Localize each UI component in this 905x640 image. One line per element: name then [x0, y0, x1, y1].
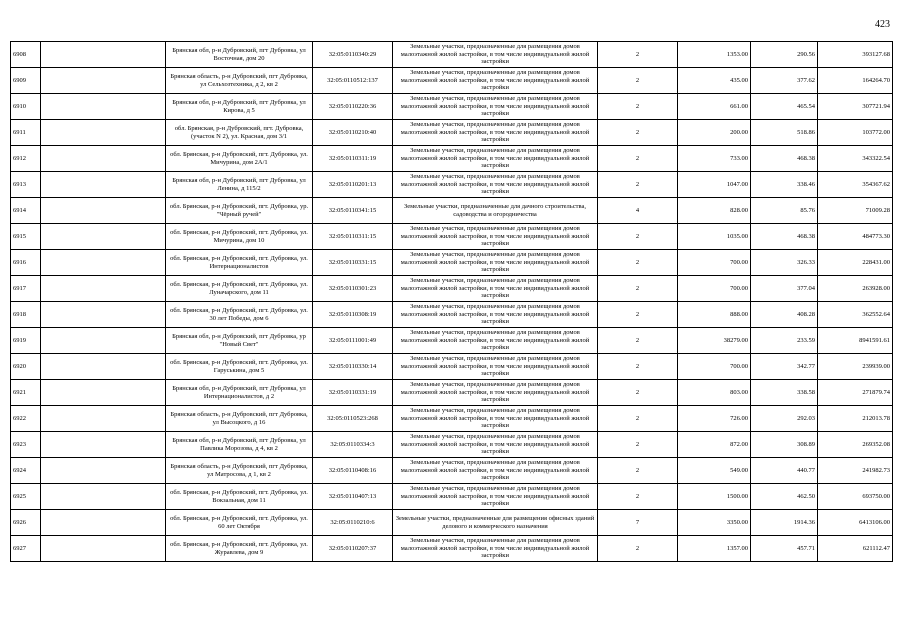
- land-use-cell: Земельные участки, предназначенные для размещения домов малоэтажной жилой застройки, в том числе индивидуальной жилой застройки: [393, 224, 598, 250]
- specific-value-cell: 1914.36: [751, 510, 818, 536]
- cadastral-value-cell: 484773.30: [818, 224, 893, 250]
- cadastral-number-cell: 32:05:0111001:49: [313, 328, 393, 354]
- empty-cell: [41, 328, 166, 354]
- land-use-cell: Земельные участки, предназначенные для размещения домов малоэтажной жилой застройки, в том числе индивидуальной жилой застройки: [393, 250, 598, 276]
- cadastral-value-cell: 362552.64: [818, 302, 893, 328]
- row-number: 6920: [11, 354, 41, 380]
- row-number: 6918: [11, 302, 41, 328]
- category-cell: 2: [598, 458, 678, 484]
- category-cell: 2: [598, 354, 678, 380]
- category-cell: 2: [598, 224, 678, 250]
- cadastral-number-cell: 32:05:0110512:137: [313, 68, 393, 94]
- address-cell: обл. Брянская, р-н Дубровский, пгт. Дубровка, (участок N 2), ул. Красная, дом 3/1: [166, 120, 313, 146]
- address-cell: обл. Брянская, р-н Дубровский, пгт. Дубровка, ул. 30 лет Победы, дом 6: [166, 302, 313, 328]
- area-cell: 435.00: [678, 68, 751, 94]
- cadastral-number-cell: 32:05:0110311:19: [313, 146, 393, 172]
- table-row: [11, 432, 893, 458]
- cadastral-number-cell: 32:05:0110341:15: [313, 198, 393, 224]
- specific-value-cell: 462.50: [751, 484, 818, 510]
- cadastral-value-cell: 8941591.61: [818, 328, 893, 354]
- address-cell: обл. Брянская, р-н Дубровский, пгт. Дубровка, ул. Мичурина, дом 10: [166, 224, 313, 250]
- table-row: [11, 68, 893, 94]
- cadastral-value-cell: 393127.68: [818, 42, 893, 68]
- specific-value-cell: 377.62: [751, 68, 818, 94]
- cadastral-value-cell: 621112.47: [818, 536, 893, 562]
- area-cell: 1357.00: [678, 536, 751, 562]
- land-use-cell: Земельные участки, предназначенные для размещения домов малоэтажной жилой застройки, в том числе индивидуальной жилой застройки: [393, 146, 598, 172]
- address-cell: Брянская область, р-н Дубровский, пгт Дубровка, ул Высоцкого, д 16: [166, 406, 313, 432]
- table-row: [11, 354, 893, 380]
- land-use-cell: Земельные участки, предназначенные для размещения домов малоэтажной жилой застройки, в том числе индивидуальной жилой застройки: [393, 380, 598, 406]
- row-number: 6915: [11, 224, 41, 250]
- row-number: 6910: [11, 94, 41, 120]
- cadastral-number-cell: 32:05:0110334:3: [313, 432, 393, 458]
- address-cell: Брянская область, р-н Дубровский, пгт Дубровка, ул Матросова, д 1, кв 2: [166, 458, 313, 484]
- category-cell: 2: [598, 146, 678, 172]
- cadastral-number-cell: 32:05:0110301:23: [313, 276, 393, 302]
- cadastral-number-cell: 32:05:0110207:37: [313, 536, 393, 562]
- address-cell: обл. Брянская, р-н Дубровский, пгт. Дубровка, ул. Вокзальная, дом 11: [166, 484, 313, 510]
- row-number: 6914: [11, 198, 41, 224]
- specific-value-cell: 338.46: [751, 172, 818, 198]
- area-cell: 661.00: [678, 94, 751, 120]
- cadastral-value-cell: 271879.74: [818, 380, 893, 406]
- cadastral-number-cell: 32:05:0110311:15: [313, 224, 393, 250]
- cadastral-number-cell: 32:05:0110331:19: [313, 380, 393, 406]
- address-cell: обл. Брянская, р-н Дубровский, пгт. Дубровка, ур. "Чёрный ручей": [166, 198, 313, 224]
- specific-value-cell: 440.77: [751, 458, 818, 484]
- area-cell: 200.00: [678, 120, 751, 146]
- table-body: [11, 42, 893, 562]
- table-row: [11, 276, 893, 302]
- table-row: [11, 484, 893, 510]
- specific-value-cell: 308.89: [751, 432, 818, 458]
- category-cell: 2: [598, 328, 678, 354]
- table-row: [11, 510, 893, 536]
- area-cell: 3350.00: [678, 510, 751, 536]
- area-cell: 38279.00: [678, 328, 751, 354]
- specific-value-cell: 85.76: [751, 198, 818, 224]
- category-cell: 2: [598, 276, 678, 302]
- category-cell: 7: [598, 510, 678, 536]
- land-use-cell: Земельные участки, предназначенные для размещения домов малоэтажной жилой застройки, в том числе индивидуальной жилой застройки: [393, 94, 598, 120]
- category-cell: 2: [598, 432, 678, 458]
- empty-cell: [41, 42, 166, 68]
- land-use-cell: Земельные участки, предназначенные для размещения домов малоэтажной жилой застройки, в том числе индивидуальной жилой застройки: [393, 432, 598, 458]
- table-row: [11, 198, 893, 224]
- row-number: 6926: [11, 510, 41, 536]
- cadastral-value-cell: 269352.08: [818, 432, 893, 458]
- specific-value-cell: 465.54: [751, 94, 818, 120]
- row-number: 6912: [11, 146, 41, 172]
- area-cell: 1353.00: [678, 42, 751, 68]
- address-cell: Брянская обл, р-н Дубровский, пгт Дубровка, ул Павлика Морозова, д 4, кв 2: [166, 432, 313, 458]
- table-row: [11, 250, 893, 276]
- cadastral-number-cell: 32:05:0110331:15: [313, 250, 393, 276]
- table-row: [11, 536, 893, 562]
- table-row: [11, 94, 893, 120]
- area-cell: 700.00: [678, 354, 751, 380]
- row-number: 6909: [11, 68, 41, 94]
- specific-value-cell: 326.33: [751, 250, 818, 276]
- area-cell: 726.00: [678, 406, 751, 432]
- cadastral-number-cell: 32:05:0110330:14: [313, 354, 393, 380]
- empty-cell: [41, 198, 166, 224]
- cadastral-value-cell: 263928.00: [818, 276, 893, 302]
- category-cell: 2: [598, 250, 678, 276]
- area-cell: 549.00: [678, 458, 751, 484]
- land-use-cell: Земельные участки, предназначенные для дачного строительства, садоводства и огородничества: [393, 198, 598, 224]
- empty-cell: [41, 380, 166, 406]
- address-cell: Брянская область, р-н Дубровский, пгт Дубровка, ул Сельхозтехника, д 2, кв 2: [166, 68, 313, 94]
- category-cell: 2: [598, 42, 678, 68]
- row-number: 6908: [11, 42, 41, 68]
- cadastral-number-cell: 32:05:0110408:16: [313, 458, 393, 484]
- cadastral-value-cell: 71009.28: [818, 198, 893, 224]
- table-row: [11, 146, 893, 172]
- row-number: 6925: [11, 484, 41, 510]
- land-use-cell: Земельные участки, предназначенные для размещения домов малоэтажной жилой застройки, в том числе индивидуальной жилой застройки: [393, 120, 598, 146]
- area-cell: 888.00: [678, 302, 751, 328]
- row-number: 6921: [11, 380, 41, 406]
- row-number: 6916: [11, 250, 41, 276]
- empty-cell: [41, 432, 166, 458]
- row-number: 6911: [11, 120, 41, 146]
- row-number: 6923: [11, 432, 41, 458]
- empty-cell: [41, 484, 166, 510]
- cadastral-value-cell: 6413106.00: [818, 510, 893, 536]
- cadastral-number-cell: 32:05:0110308:19: [313, 302, 393, 328]
- land-use-cell: Земельные участки, предназначенные для размещения домов малоэтажной жилой застройки, в том числе индивидуальной жилой застройки: [393, 406, 598, 432]
- row-number: 6927: [11, 536, 41, 562]
- area-cell: 1035.00: [678, 224, 751, 250]
- empty-cell: [41, 120, 166, 146]
- page-number: 423: [875, 19, 890, 30]
- specific-value-cell: 468.38: [751, 146, 818, 172]
- empty-cell: [41, 172, 166, 198]
- cadastral-value-cell: 343322.54: [818, 146, 893, 172]
- empty-cell: [41, 224, 166, 250]
- empty-cell: [41, 354, 166, 380]
- land-use-cell: Земельные участки, предназначенные для размещения домов малоэтажной жилой застройки, в том числе индивидуальной жилой застройки: [393, 536, 598, 562]
- address-cell: Брянская обл, р-н Дубровский, пгт Дубровка, ул Восточная, дом 20: [166, 42, 313, 68]
- table-row: [11, 380, 893, 406]
- area-cell: 700.00: [678, 250, 751, 276]
- category-cell: 2: [598, 536, 678, 562]
- empty-cell: [41, 536, 166, 562]
- cadastral-value-cell: 307721.94: [818, 94, 893, 120]
- land-use-cell: Земельные участки, предназначенные для размещения домов малоэтажной жилой застройки, в том числе индивидуальной жилой застройки: [393, 276, 598, 302]
- area-cell: 872.00: [678, 432, 751, 458]
- area-cell: 1047.00: [678, 172, 751, 198]
- address-cell: обл. Брянская, р-н Дубровский, пгт. Дубровка, ул. Луначарского, дом 11: [166, 276, 313, 302]
- category-cell: 2: [598, 172, 678, 198]
- specific-value-cell: 468.38: [751, 224, 818, 250]
- land-use-cell: Земельные участки, предназначенные для размещения домов малоэтажной жилой застройки, в том числе индивидуальной жилой застройки: [393, 458, 598, 484]
- area-cell: 803.00: [678, 380, 751, 406]
- cadastral-number-cell: 32:05:0110523:268: [313, 406, 393, 432]
- land-use-cell: Земельные участки, предназначенные для размещения домов малоэтажной жилой застройки, в том числе индивидуальной жилой застройки: [393, 354, 598, 380]
- address-cell: Брянская обл, р-н Дубровский, пгт Дубровка, ул Интернационалистов, д 2: [166, 380, 313, 406]
- land-use-cell: Земельные участки, предназначенные для размещения домов малоэтажной жилой застройки, в том числе индивидуальной жилой застройки: [393, 484, 598, 510]
- table-row: [11, 328, 893, 354]
- cadastral-number-cell: 32:05:0110201:13: [313, 172, 393, 198]
- cadastral-value-cell: 164264.70: [818, 68, 893, 94]
- area-cell: 828.00: [678, 198, 751, 224]
- cadastral-number-cell: 32:05:0110340:29: [313, 42, 393, 68]
- table-row: [11, 42, 893, 68]
- category-cell: 2: [598, 406, 678, 432]
- table-row: [11, 406, 893, 432]
- address-cell: обл. Брянская, р-н Дубровский, пгт. Дубровка, ул. Гаруськина, дом 5: [166, 354, 313, 380]
- empty-cell: [41, 94, 166, 120]
- category-cell: 2: [598, 302, 678, 328]
- table-row: [11, 120, 893, 146]
- cadastral-value-cell: 228431.00: [818, 250, 893, 276]
- table-row: [11, 302, 893, 328]
- category-cell: 2: [598, 68, 678, 94]
- row-number: 6922: [11, 406, 41, 432]
- specific-value-cell: 408.28: [751, 302, 818, 328]
- empty-cell: [41, 146, 166, 172]
- specific-value-cell: 457.71: [751, 536, 818, 562]
- address-cell: Брянская обл, р-н Дубровский, пгт Дубровка, ул Кирова, д 5: [166, 94, 313, 120]
- row-number: 6913: [11, 172, 41, 198]
- area-cell: 700.00: [678, 276, 751, 302]
- specific-value-cell: 377.04: [751, 276, 818, 302]
- table-row: [11, 172, 893, 198]
- category-cell: 2: [598, 380, 678, 406]
- address-cell: обл. Брянская, р-н Дубровский, пгт. Дубровка, ул. Журавлева, дом 9: [166, 536, 313, 562]
- specific-value-cell: 290.56: [751, 42, 818, 68]
- specific-value-cell: 233.59: [751, 328, 818, 354]
- category-cell: 2: [598, 484, 678, 510]
- cadastral-value-cell: 693750.00: [818, 484, 893, 510]
- address-cell: Брянская обл, р-н Дубровский, пгт Дубровка, ул Ленина, д 115/2: [166, 172, 313, 198]
- table-row: [11, 458, 893, 484]
- empty-cell: [41, 276, 166, 302]
- table-row: [11, 224, 893, 250]
- specific-value-cell: 518.86: [751, 120, 818, 146]
- land-use-cell: Земельные участки, предназначенные для размещения домов малоэтажной жилой застройки, в том числе индивидуальной жилой застройки: [393, 328, 598, 354]
- category-cell: 2: [598, 120, 678, 146]
- land-use-cell: Земельные участки, предназначенные для размещения домов малоэтажной жилой застройки, в том числе индивидуальной жилой застройки: [393, 302, 598, 328]
- area-cell: 1500.00: [678, 484, 751, 510]
- category-cell: 2: [598, 94, 678, 120]
- empty-cell: [41, 68, 166, 94]
- land-use-cell: Земельные участки, предназначенные для размещения офисных зданий делового и коммерческого назначения: [393, 510, 598, 536]
- empty-cell: [41, 302, 166, 328]
- empty-cell: [41, 458, 166, 484]
- address-cell: Брянская обл, р-н Дубровский, пгт Дубровка, ур "Новый Свет": [166, 328, 313, 354]
- area-cell: 733.00: [678, 146, 751, 172]
- land-use-cell: Земельные участки, предназначенные для размещения домов малоэтажной жилой застройки, в том числе индивидуальной жилой застройки: [393, 68, 598, 94]
- cadastral-value-cell: 103772.00: [818, 120, 893, 146]
- cadastral-value-table: [10, 41, 893, 562]
- empty-cell: [41, 406, 166, 432]
- cadastral-number-cell: 32:05:0110210:40: [313, 120, 393, 146]
- cadastral-number-cell: 32:05:0110407:13: [313, 484, 393, 510]
- address-cell: обл. Брянская, р-н Дубровский, пгт. Дубровка, ул. 60 лет Октября: [166, 510, 313, 536]
- address-cell: обл. Брянская, р-н Дубровский, пгт. Дубровка, ул. Мичурина, дом 2А/1: [166, 146, 313, 172]
- address-cell: обл. Брянская, р-н Дубровский, пгт. Дубровка, ул. Интернационалистов: [166, 250, 313, 276]
- empty-cell: [41, 510, 166, 536]
- row-number: 6919: [11, 328, 41, 354]
- row-number: 6917: [11, 276, 41, 302]
- cadastral-value-cell: 212013.78: [818, 406, 893, 432]
- row-number: 6924: [11, 458, 41, 484]
- specific-value-cell: 342.77: [751, 354, 818, 380]
- specific-value-cell: 338.58: [751, 380, 818, 406]
- cadastral-number-cell: 32:05:0110220:36: [313, 94, 393, 120]
- specific-value-cell: 292.03: [751, 406, 818, 432]
- cadastral-value-cell: 241982.73: [818, 458, 893, 484]
- category-cell: 4: [598, 198, 678, 224]
- land-use-cell: Земельные участки, предназначенные для размещения домов малоэтажной жилой застройки, в том числе индивидуальной жилой застройки: [393, 172, 598, 198]
- cadastral-value-cell: 354367.62: [818, 172, 893, 198]
- empty-cell: [41, 250, 166, 276]
- land-use-cell: Земельные участки, предназначенные для размещения домов малоэтажной жилой застройки, в том числе индивидуальной жилой застройки: [393, 42, 598, 68]
- cadastral-number-cell: 32:05:0110210:6: [313, 510, 393, 536]
- cadastral-value-cell: 239939.00: [818, 354, 893, 380]
